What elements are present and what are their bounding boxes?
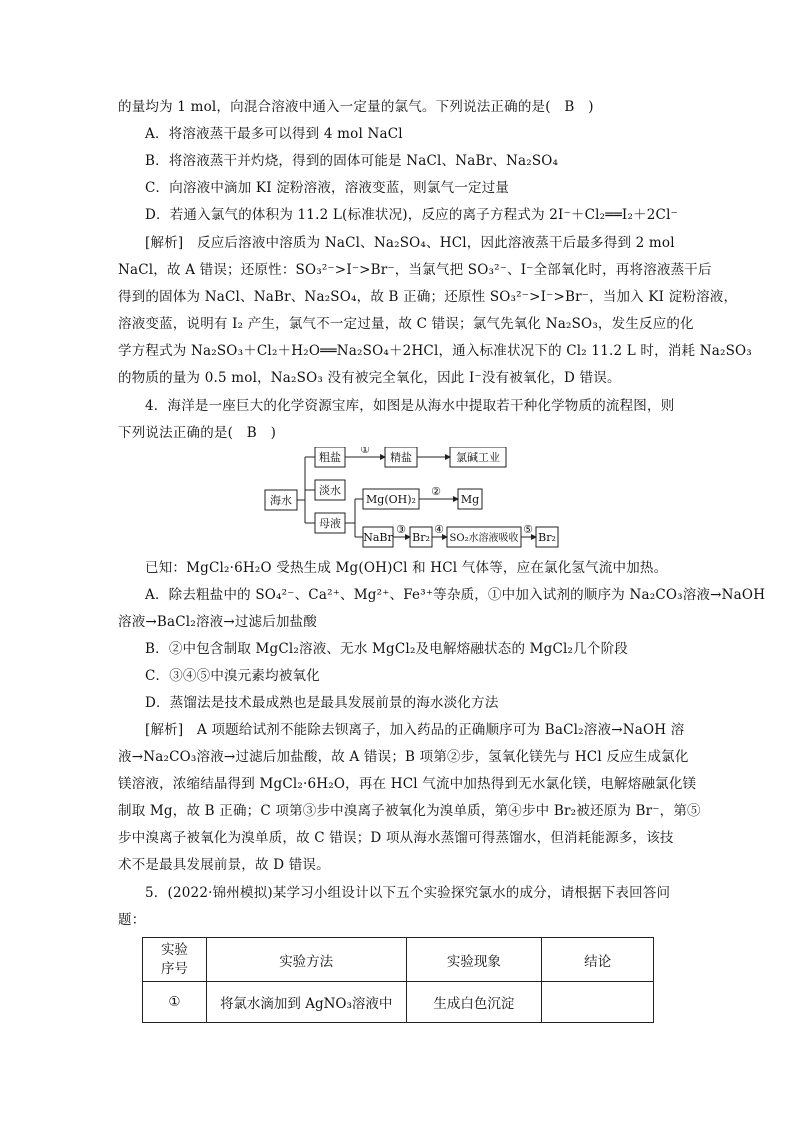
text-line: 得到的固体为 NaCl、NaBr、Na₂SO₄，故 B 正确；还原性 SO₃²⁻>I⁻>Br⁻，当加入 KI 淀粉溶液， xyxy=(118,289,738,305)
so2-absorb-label: SO₂水溶液吸收 xyxy=(449,533,519,544)
br2-label-b: Br₂ xyxy=(538,531,556,544)
mother-liquor-label: 母液 xyxy=(319,517,341,530)
step-3-label: ③ xyxy=(396,523,406,536)
text-line: 的量均为 1 mol，向混合溶液中通入一定量的氯气。下列说法正确的是( B ) xyxy=(118,99,594,115)
text-line: 题： xyxy=(118,912,146,928)
text-line: 下列说法正确的是( B ) xyxy=(118,425,277,441)
refined-salt-label: 精盐 xyxy=(390,451,412,464)
step-2-label: ② xyxy=(431,485,441,498)
mg-oh2-label: Mg(OH)₂ xyxy=(366,493,416,506)
option-c: C．向溶液中滴加 KI 淀粉溶液，溶液变蓝，则氯气一定过量 xyxy=(145,180,510,196)
header-cell: 结论 xyxy=(542,938,654,982)
fresh-water-label: 淡水 xyxy=(319,484,341,497)
text-line: 4．海洋是一座巨大的化学资源宝库，如图是从海水中提取若干种化学物质的流程图，则 xyxy=(145,398,675,414)
text-line: 步中溴离子被氧化为溴单质，故 C 错误；D 项从海水蒸馏可得蒸馏水，但消耗能源多，该技 xyxy=(118,830,674,846)
text-line: 学方程式为 Na₂SO₃＋Cl₂＋H₂O══Na₂SO₄＋2HCl，通入标准状况下的 Cl₂ 11.2 L 时，消耗 Na₂SO₃ xyxy=(118,343,752,359)
nabr-label: NaBr xyxy=(363,531,393,544)
table-cell: 生成白色沉淀 xyxy=(406,982,542,1023)
text-line: 制取 Mg，故 B 正确；C 项第③步中溴离子被氧化为溴单质，第④步中 Br₂被还原为 Br⁻，第⑤ xyxy=(118,803,701,819)
text-line: 术不是最具发展前景，故 D 错误。 xyxy=(118,857,330,873)
option-d: D．蒸馏法是技术最成熟也是最具发展前景的海水淡化方法 xyxy=(145,695,499,711)
seawater-label: 海水 xyxy=(270,494,292,507)
text-line: 溶液变蓝，说明有 I₂ 产生，氯气不一定过量，故 C 错误；氯气先氧化 Na₂SO₃，发生反应的化 xyxy=(118,316,694,332)
text-line: 镁溶液，浓缩结晶得到 MgCl₂·6H₂O，再在 HCl 气流中加热得到无水氯化镁，电解熔融氯化镁 xyxy=(118,776,697,792)
text-line: [解析] 反应后溶液中溶质为 NaCl、Na₂SO₄、HCl，因此溶液蒸干后最多得到 2 mol xyxy=(145,235,675,251)
given-note: 已知：MgCl₂·6H₂O 受热生成 Mg(OH)Cl 和 HCl 气体等，应在氯化氢气流中加热。 xyxy=(145,560,668,576)
header-cell: 实验 序号 xyxy=(143,938,207,982)
experiment-table xyxy=(142,937,654,1023)
chlor-alkali-label: 氯碱工业 xyxy=(456,451,500,464)
mg-label: Mg xyxy=(460,493,480,506)
text-line: 液→Na₂CO₃溶液→过滤后加盐酸，故 A 错误；B 项第②步，氢氧化镁先与 HCl 反应生成氯化 xyxy=(118,749,689,765)
step-1-label: ① xyxy=(360,447,370,456)
header-cell: 实验现象 xyxy=(406,938,542,982)
option-b: B．②中包含制取 MgCl₂溶液、无水 MgCl₂及电解熔融状态的 MgCl₂几个阶段 xyxy=(145,641,628,657)
table-header-row xyxy=(143,938,654,982)
text-line: 5．(2022·锦州模拟)某学习小组设计以下五个实验探究氯水的成分，请根据下表回答问 xyxy=(145,885,671,901)
crude-salt-label: 粗盐 xyxy=(319,451,341,464)
table-cell xyxy=(542,982,654,1023)
option-a: A．将溶液蒸干最多可以得到 4 mol NaCl xyxy=(145,126,403,142)
seawater-flow-diagram xyxy=(260,447,560,552)
option-d: D．若通入氯气的体积为 11.2 L(标准状况)，反应的离子方程式为 2I⁻＋Cl₂══I₂＋2Cl⁻ xyxy=(145,207,678,223)
header-cell: 实验方法 xyxy=(206,938,406,982)
text-line: NaCl，故 A 错误；还原性：SO₃²⁻>I⁻>Br⁻，当氯气把 SO₃²⁻、I⁻全部氧化时，再将溶液蒸干后 xyxy=(118,262,712,278)
option-b: B．将溶液蒸干并灼烧，得到的固体可能是 NaCl、NaBr、Na₂SO₄ xyxy=(145,153,559,169)
mother-liquor-branches xyxy=(345,499,363,537)
branch-lines xyxy=(297,457,315,523)
option-a: A．除去粗盐中的 SO₄²⁻、Ca²⁺、Mg²⁺、Fe³⁺等杂质，①中加入试剂的顺序为 Na₂CO₃溶液→NaOH xyxy=(145,587,766,603)
text-line: [解析] A 项题给试剂不能除去钡离子，加入药品的正确顺序可为 BaCl₂溶液→NaOH 溶 xyxy=(145,722,685,738)
text-line: 的物质的量为 0.5 mol，Na₂SO₃ 没有被完全氧化，因此 I⁻没有被氧化，D 错误。 xyxy=(118,370,621,386)
text-line: 溶液→BaCl₂溶液→过滤后加盐酸 xyxy=(118,614,318,630)
table-row xyxy=(143,982,654,1023)
option-c: C．③④⑤中溴元素均被氧化 xyxy=(145,668,320,684)
br2-label-a: Br₂ xyxy=(412,531,430,544)
step-5-label: ⑤ xyxy=(523,523,533,536)
table-cell: ① xyxy=(143,982,207,1023)
table-cell: 将氯水滴加到 AgNO₃溶液中 xyxy=(206,982,406,1023)
step-4-label: ④ xyxy=(434,523,444,536)
